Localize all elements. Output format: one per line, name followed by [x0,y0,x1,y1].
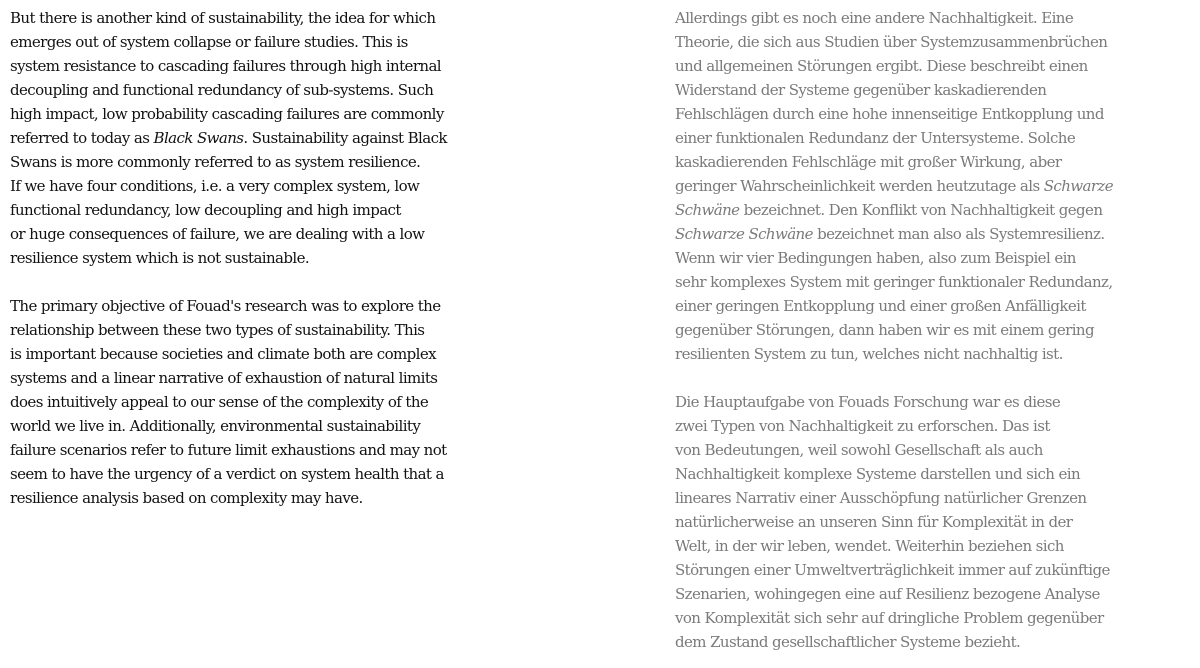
text-run: decoupling and functional redundancy of sub-systems. Such [10,81,434,99]
text-run: natürlicherweise an unseren Sinn für Komplexität in der [675,513,1073,531]
text-run: zwei Typen von Nachhaltigkeit zu erforschen. Das ist [675,417,1050,435]
italic-term: Schwarze Schwäne [675,225,813,243]
text-run: resilienten System zu tun, welches nicht nachhaltig ist. [675,345,1063,363]
text-run: system resistance to cascading failures through high internal [10,57,441,75]
text-run: bezeichnet man also als Systemresilienz. [812,225,1105,243]
text-run: emerges out of system collapse or failure studies. This is [10,33,408,51]
italic-term: Schwäne [675,201,740,219]
text-line [675,126,1195,150]
text-line [675,270,1195,294]
text-line [675,534,1195,558]
text-run: or huge consequences of failure, we are dealing with a low [10,225,425,243]
text-run: Die Hauptaufgabe von Fouads Forschung war es diese [675,393,1061,411]
text-line [675,438,1195,462]
german-paragraph [675,390,1195,654]
text-line [675,54,1195,78]
text-run: bezeichnet. Den Konflikt von Nachhaltigkeit gegen [739,201,1103,219]
text-run: und allgemeinen Störungen ergibt. Diese beschreibt einen [675,57,1088,75]
text-line [10,102,530,126]
text-run: Störungen einer Umweltverträglichkeit immer auf zukünftige [675,561,1110,579]
english-paragraph [10,294,530,510]
text-run: sehr komplexes System mit geringer funktionaler Redundanz, [675,273,1113,291]
text-line [675,150,1195,174]
text-line [675,198,1195,222]
text-line [10,222,530,246]
text-run: is important because societies and climate both are complex [10,345,436,363]
text-line [10,294,530,318]
text-run: . Sustainability against Black [243,129,447,147]
text-run: resilience system which is not sustainable. [10,249,310,267]
text-run: kaskadierenden Fehlschläge mit großer Wirkung, aber [675,153,1062,171]
text-run: functional redundancy, low decoupling and high impact [10,201,401,219]
italic-term: Schwarze [1043,177,1114,195]
text-run: Fehlschlägen durch eine hohe innenseitige Entkopplung und [675,105,1104,123]
text-run: Szenarien, wohingegen eine auf Resilienz bezogene Analyse [675,585,1100,603]
text-line [10,198,530,222]
text-run: Theorie, die sich aus Studien über Systemzusammenbrüchen [675,33,1108,51]
text-line [675,486,1195,510]
text-line [675,510,1195,534]
german-text-column [675,6,1195,654]
text-run: geringer Wahrscheinlichkeit werden heutzutage als [675,177,1044,195]
text-line [675,558,1195,582]
text-line [10,78,530,102]
text-line [675,318,1195,342]
text-line [10,150,530,174]
text-line [675,78,1195,102]
text-run: failure scenarios refer to future limit exhaustions and may not [10,441,447,459]
text-line [675,606,1195,630]
text-run: dem Zustand gesellschaftlicher Systeme bezieht. [675,633,1021,651]
text-run: einer geringen Entkopplung und einer großen Anfälligkeit [675,297,1086,315]
text-run: The primary objective of Fouad's research was to explore the [10,297,441,315]
text-line [675,174,1195,198]
text-line [10,6,530,30]
text-run: einer funktionalen Redundanz der Untersysteme. Solche [675,129,1076,147]
text-run: Widerstand der Systeme gegenüber kaskadierenden [675,81,1047,99]
text-line [10,414,530,438]
text-line [675,294,1195,318]
text-run: seem to have the urgency of a verdict on system health that a [10,465,444,483]
text-line [675,6,1195,30]
text-line [675,390,1195,414]
text-run: resilience analysis based on complexity may have. [10,489,363,507]
text-run: Nachhaltigkeit komplexe Systeme darstellen und sich ein [675,465,1081,483]
text-line [675,246,1195,270]
english-paragraph [10,6,530,270]
text-run: lineares Narrativ einer Ausschöpfung natürlicher Grenzen [675,489,1087,507]
text-line [10,366,530,390]
text-run: If we have four conditions, i.e. a very complex system, low [10,177,420,195]
text-run: von Bedeutungen, weil sowohl Gesellschaft als auch [675,441,1043,459]
text-line [10,342,530,366]
text-run: high impact, low probability cascading failures are commonly [10,105,444,123]
text-line [675,102,1195,126]
text-line [10,462,530,486]
text-run: von Komplexität sich sehr auf dringliche Problem gegenüber [675,609,1104,627]
text-line [675,222,1195,246]
text-line [675,582,1195,606]
text-line [675,462,1195,486]
english-text-column [10,6,530,510]
text-line [10,486,530,510]
text-line [10,54,530,78]
german-paragraph [675,6,1195,366]
text-run: systems and a linear narrative of exhaustion of natural limits [10,369,438,387]
text-line [675,342,1195,366]
text-run: relationship between these two types of sustainability. This [10,321,425,339]
text-run: Wenn wir vier Bedingungen haben, also zum Beispiel ein [675,249,1076,267]
text-run: Allerdings gibt es noch eine andere Nachhaltigkeit. Eine [675,9,1074,27]
text-run: does intuitively appeal to our sense of the complexity of the [10,393,429,411]
text-run: Welt, in der wir leben, wendet. Weiterhin beziehen sich [675,537,1064,555]
text-line [675,414,1195,438]
text-run: referred to today as [10,129,154,147]
text-line [675,30,1195,54]
text-line [10,318,530,342]
text-run: Swans is more commonly referred to as system resilience. [10,153,421,171]
italic-term: Black Swans [153,129,244,147]
text-line [10,30,530,54]
text-run: world we live in. Additionally, environmental sustainability [10,417,421,435]
text-line [10,390,530,414]
text-line [10,438,530,462]
text-run: gegenüber Störungen, dann haben wir es mit einem gering [675,321,1094,339]
text-run: But there is another kind of sustainability, the idea for which [10,9,436,27]
text-line [10,246,530,270]
text-line [10,126,530,150]
text-line [675,630,1195,654]
text-line [10,174,530,198]
